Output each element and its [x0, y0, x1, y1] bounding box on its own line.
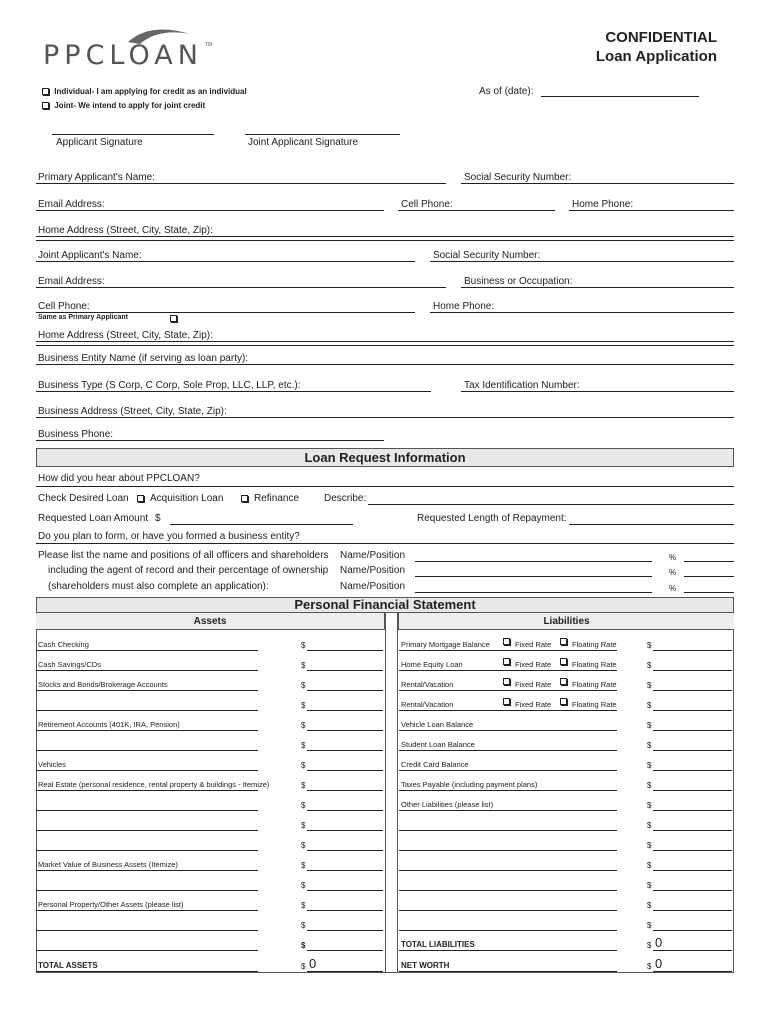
- asset-row-amount-field[interactable]: [307, 890, 383, 891]
- asset-row-dollar: $: [301, 641, 306, 650]
- total-assets-label: TOTAL ASSETS: [38, 961, 98, 970]
- form-entity-label: Do you plan to form, or have you formed a business entity?: [38, 531, 300, 542]
- liability-row-description-field[interactable]: [399, 710, 617, 711]
- floating-rate-label: Floating Rate: [572, 660, 617, 669]
- confidential-heading: CONFIDENTIAL: [605, 29, 717, 46]
- asset-row-dollar: $: [301, 741, 306, 750]
- joint-address-label: Home Address (Street, City, State, Zip):: [38, 330, 213, 341]
- asset-row-description-field[interactable]: [36, 830, 258, 831]
- fixed-rate-checkbox[interactable]: [503, 638, 510, 645]
- describe-label: Describe:: [324, 493, 367, 504]
- liability-row-dollar: $: [647, 761, 652, 770]
- floating-rate-checkbox[interactable]: [560, 678, 567, 685]
- liability-row-description-field[interactable]: [399, 950, 617, 951]
- liability-row-amount-field[interactable]: [653, 950, 732, 951]
- asset-row-amount-field[interactable]: [307, 810, 383, 811]
- asset-row-amount-field[interactable]: [307, 710, 383, 711]
- joint-name-label: Joint Applicant's Name:: [38, 250, 142, 261]
- asset-row-amount-field[interactable]: [307, 790, 383, 791]
- asset-row-dollar: $: [301, 661, 306, 670]
- primary-email-label: Email Address:: [38, 199, 105, 210]
- net-worth-value: 0: [655, 956, 663, 971]
- joint-business-field[interactable]: [461, 287, 734, 288]
- liability-row-label: Credit Card Balance: [401, 760, 469, 769]
- business-phone-label: Business Phone:: [38, 429, 114, 440]
- assets-header: [36, 613, 385, 630]
- asset-row-label: Market Value of Business Assets (Itemize): [38, 860, 178, 869]
- asset-row-dollar: $: [301, 921, 306, 930]
- fixed-rate-label: Fixed Rate: [515, 680, 552, 689]
- liability-row-dollar: $: [647, 901, 652, 910]
- joint-option[interactable]: [42, 101, 205, 110]
- joint-ssn-field[interactable]: [430, 261, 734, 262]
- liability-row-dollar: $: [647, 861, 652, 870]
- liability-row-description-field[interactable]: [399, 790, 617, 791]
- officer-1-percent-field[interactable]: [684, 561, 734, 562]
- pfs-header: [36, 597, 734, 613]
- asset-row-description-field[interactable]: [36, 870, 258, 871]
- acquisition-checkbox[interactable]: [137, 495, 144, 502]
- asset-row-dollar: $: [301, 761, 306, 770]
- liability-row-description-field[interactable]: [399, 730, 617, 731]
- asset-row-dollar: $: [301, 881, 306, 890]
- asset-row-dollar: $: [301, 941, 306, 950]
- asset-row-amount-field[interactable]: [307, 650, 383, 651]
- liability-row-label: Rental/Vacation: [401, 680, 454, 689]
- liability-row-description-field[interactable]: [399, 810, 617, 811]
- liability-row-amount-field[interactable]: [653, 650, 732, 651]
- liability-row-amount-field[interactable]: [653, 750, 732, 751]
- primary-home-phone-field[interactable]: [569, 210, 734, 211]
- floating-rate-label: Floating Rate: [572, 680, 617, 689]
- logo-trademark: TM: [205, 42, 213, 48]
- liability-row-amount-field[interactable]: [653, 730, 732, 731]
- fixed-rate-checkbox[interactable]: [503, 698, 510, 705]
- primary-cell-label: Cell Phone:: [401, 199, 453, 210]
- liability-row-description-field[interactable]: [399, 930, 617, 931]
- officer-2-percent-field[interactable]: [684, 576, 734, 577]
- primary-address-field[interactable]: [36, 236, 734, 237]
- fixed-rate-label: Fixed Rate: [515, 660, 552, 669]
- liability-row-amount-field[interactable]: [653, 910, 732, 911]
- floating-rate-checkbox[interactable]: [560, 698, 567, 705]
- name-position-label: Name/Position: [340, 581, 406, 592]
- logo-text: PPCLOAN: [43, 40, 203, 71]
- liability-row-label: Primary Mortgage Balance: [401, 640, 490, 649]
- tin-field[interactable]: [461, 391, 734, 392]
- asset-row-amount-field[interactable]: [307, 670, 383, 671]
- joint-home-phone-field[interactable]: [430, 312, 734, 313]
- asset-row-label: Personal Property/Other Assets (please list): [38, 900, 184, 909]
- joint-address-field[interactable]: [36, 341, 734, 342]
- liabilities-header: [398, 613, 734, 630]
- liability-row-label: Vehicle Loan Balance: [401, 720, 474, 729]
- asset-row-label: Real Estate (personal residence, rental property & buildings - Itemize): [38, 780, 270, 789]
- liability-row-dollar: $: [647, 641, 652, 650]
- liability-row-amount-field[interactable]: [653, 670, 732, 671]
- liability-row-description-field[interactable]: [399, 770, 617, 771]
- check-desired-label: Check Desired Loan: [38, 493, 129, 504]
- fixed-rate-label: Fixed Rate: [515, 700, 552, 709]
- asset-row-dollar: $: [301, 841, 306, 850]
- asset-row-description-field[interactable]: [36, 950, 258, 951]
- asset-row-dollar: $: [301, 901, 306, 910]
- net-worth-dollar: $: [647, 962, 652, 971]
- asset-row-dollar: $: [301, 681, 306, 690]
- total-assets-underline: [36, 971, 258, 972]
- floating-rate-checkbox[interactable]: [560, 638, 567, 645]
- primary-name-field[interactable]: [36, 183, 446, 184]
- liability-row-description-field[interactable]: [399, 750, 617, 751]
- officers-line-1: Please list the name and positions of all officers and shareholders: [38, 550, 329, 561]
- net-worth-field[interactable]: [653, 971, 732, 972]
- asset-row-description-field[interactable]: [36, 930, 258, 931]
- as-of-label: As of (date):: [479, 86, 534, 97]
- logo: [40, 22, 220, 72]
- liability-row-dollar: $: [647, 721, 652, 730]
- fixed-rate-checkbox[interactable]: [503, 678, 510, 685]
- asset-row-label: Retirement Accounts (401K, IRA, Pension): [38, 720, 180, 729]
- asset-row-description-field[interactable]: [36, 730, 258, 731]
- percent-sign: %: [669, 584, 677, 593]
- liability-row-label: Other Liabilities (please list): [401, 800, 494, 809]
- liability-row-amount-field[interactable]: [653, 710, 732, 711]
- joint-home-phone-label: Home Phone:: [433, 301, 495, 312]
- joint-signature-line[interactable]: [245, 134, 400, 135]
- refinance-checkbox[interactable]: [241, 495, 248, 502]
- liability-row-label: Home Equity Loan: [401, 660, 463, 669]
- same-as-primary-label: Same as Primary Applicant: [38, 314, 129, 321]
- joint-email-field[interactable]: [36, 287, 446, 288]
- business-type-field[interactable]: [36, 391, 431, 392]
- individual-label: Individual- I am applying for credit as an individual: [54, 87, 247, 96]
- business-entity-field[interactable]: [36, 364, 734, 365]
- document-header: [596, 28, 717, 66]
- liability-row-dollar: $: [647, 841, 652, 850]
- asset-row-amount-field[interactable]: [307, 750, 383, 751]
- floating-rate-checkbox[interactable]: [560, 658, 567, 665]
- asset-row-dollar: $: [301, 721, 306, 730]
- loan-request-header: [36, 448, 734, 467]
- officer-1-field[interactable]: [415, 561, 652, 562]
- joint-cell-label: Cell Phone:: [38, 301, 90, 312]
- assets-title: Assets: [193, 616, 227, 627]
- liability-row-amount-field[interactable]: [653, 850, 732, 851]
- name-position-label: Name/Position: [340, 550, 406, 561]
- liability-row-description-field[interactable]: [399, 870, 617, 871]
- primary-name-label: Primary Applicant's Name:: [38, 172, 155, 183]
- liability-row-amount-field[interactable]: [653, 770, 732, 771]
- loan-amount-label: Requested Loan Amount: [38, 513, 149, 524]
- refinance-label: Refinance: [254, 493, 300, 504]
- acquisition-label: Acquisition Loan: [150, 493, 224, 504]
- same-as-primary-checkbox[interactable]: [170, 315, 177, 322]
- how-hear-label: How did you hear about PPCLOAN?: [38, 473, 200, 484]
- tin-label: Tax Identification Number:: [464, 380, 580, 391]
- net-worth-label: NET WORTH: [401, 961, 450, 970]
- joint-label: Joint- We intend to apply for joint credit: [54, 101, 206, 110]
- percent-sign: %: [669, 568, 677, 577]
- total-liabilities-label: TOTAL LIABILITIES: [401, 940, 475, 949]
- asset-row-description-field[interactable]: [36, 690, 258, 691]
- asset-row-dollar: $: [301, 821, 306, 830]
- liability-row-dollar: $: [647, 741, 652, 750]
- liability-row-dollar: $: [647, 661, 652, 670]
- asset-row-dollar: $: [301, 781, 306, 790]
- repayment-length-label: Requested Length of Repayment:: [417, 513, 567, 524]
- asset-row-label: Stocks and Bonds/Brokerage Accounts: [38, 680, 168, 689]
- joint-cell-field[interactable]: [36, 312, 415, 313]
- how-hear-field[interactable]: [36, 486, 734, 487]
- joint-name-field[interactable]: [36, 261, 415, 262]
- asset-row-description-field[interactable]: [36, 910, 258, 911]
- liability-row-dollar: $: [647, 781, 652, 790]
- pfs-column-divider: [385, 613, 398, 973]
- business-phone-field[interactable]: [36, 440, 384, 441]
- liability-row-amount-field[interactable]: [653, 690, 732, 691]
- liability-row-dollar: $: [647, 801, 652, 810]
- asset-row-label: Vehicles: [38, 760, 66, 769]
- asset-row-amount-field[interactable]: [307, 930, 383, 931]
- liability-row-dollar: $: [647, 701, 652, 710]
- asset-row-description-field[interactable]: [36, 650, 258, 651]
- asset-row-label: Cash Checking: [38, 640, 89, 649]
- floating-rate-label: Floating Rate: [572, 640, 617, 649]
- liability-row-amount-field[interactable]: [653, 890, 732, 891]
- liability-row-dollar: $: [647, 681, 652, 690]
- total-assets-dollar: $: [301, 962, 306, 971]
- liability-row-amount-field[interactable]: [653, 830, 732, 831]
- asset-row-description-field[interactable]: [36, 710, 258, 711]
- asset-row-amount-field[interactable]: [307, 850, 383, 851]
- joint-business-label: Business or Occupation:: [464, 276, 573, 287]
- total-assets-value: 0: [309, 956, 317, 971]
- asset-row-description-field[interactable]: [36, 850, 258, 851]
- liability-row-label: Taxes Payable (including payment plans): [401, 780, 538, 789]
- liability-row-dollar: $: [647, 921, 652, 930]
- total-assets-field[interactable]: [307, 971, 383, 972]
- asset-row-description-field[interactable]: [36, 810, 258, 811]
- liability-row-label: Rental/Vacation: [401, 700, 454, 709]
- liability-row-dollar: $: [647, 881, 652, 890]
- applicant-signature-line[interactable]: [52, 134, 214, 135]
- officer-3-field[interactable]: [415, 592, 652, 593]
- liabilities-title: Liabilities: [543, 616, 590, 627]
- section-divider: [36, 240, 734, 241]
- asset-row-amount-field[interactable]: [307, 910, 383, 911]
- joint-email-label: Email Address:: [38, 276, 105, 287]
- loan-amount-dollar: $: [155, 513, 161, 524]
- as-of-date-field[interactable]: [541, 96, 699, 97]
- asset-row-amount-field[interactable]: [307, 770, 383, 771]
- officers-line-3: (shareholders must also complete an application):: [48, 581, 269, 592]
- primary-address-label: Home Address (Street, City, State, Zip):: [38, 225, 213, 236]
- repayment-length-field[interactable]: [569, 524, 734, 525]
- liability-row-description-field[interactable]: [399, 670, 617, 671]
- liability-row-amount-field[interactable]: [653, 870, 732, 871]
- liability-row-dollar: $: [647, 821, 652, 830]
- applicant-signature-label: Applicant Signature: [56, 137, 143, 148]
- liability-row-description-field[interactable]: [399, 910, 617, 911]
- liability-row-amount-field[interactable]: [653, 930, 732, 931]
- asset-row-label: Cash Savings/CDs: [38, 660, 101, 669]
- asset-row-description-field[interactable]: [36, 770, 258, 771]
- liability-row-description-field[interactable]: [399, 830, 617, 831]
- business-type-label: Business Type (S Corp, C Corp, Sole Prop, LLC, LLP, etc.):: [38, 380, 301, 391]
- joint-signature-label: Joint Applicant Signature: [248, 137, 359, 148]
- asset-row-amount-field[interactable]: [307, 950, 383, 951]
- liability-row-dollar: $: [647, 941, 652, 950]
- business-address-label: Business Address (Street, City, State, Zip):: [38, 406, 227, 417]
- individual-option[interactable]: [42, 87, 247, 96]
- liability-row-amount-field[interactable]: [653, 790, 732, 791]
- primary-email-field[interactable]: [36, 210, 384, 211]
- asset-row-amount-field[interactable]: [307, 730, 383, 731]
- asset-row-amount-field[interactable]: [307, 870, 383, 871]
- primary-ssn-label: Social Security Number:: [464, 172, 572, 183]
- section-divider: [36, 345, 734, 346]
- pfs-title: Personal Financial Statement: [294, 597, 476, 612]
- asset-row-amount-field[interactable]: [307, 690, 383, 691]
- asset-row-amount-field[interactable]: [307, 830, 383, 831]
- asset-row-description-field[interactable]: [36, 890, 258, 891]
- liability-row-description-field[interactable]: [399, 850, 617, 851]
- loan-application-heading: Loan Application: [595, 48, 717, 65]
- total-liabilities-value: 0: [655, 935, 663, 950]
- officer-3-percent-field[interactable]: [684, 592, 734, 593]
- business-entity-label: Business Entity Name (if serving as loan party):: [38, 353, 249, 364]
- name-position-label: Name/Position: [340, 565, 406, 576]
- percent-sign: %: [669, 553, 677, 562]
- asset-row-description-field[interactable]: [36, 790, 258, 791]
- loan-amount-field[interactable]: [170, 524, 353, 525]
- officers-line-2: including the agent of record and their percentage of ownership: [48, 565, 329, 576]
- primary-ssn-field[interactable]: [461, 183, 734, 184]
- officer-2-field[interactable]: [415, 576, 652, 577]
- liability-row-description-field[interactable]: [399, 890, 617, 891]
- asset-row-description-field[interactable]: [36, 670, 258, 671]
- business-address-field[interactable]: [36, 417, 734, 418]
- asset-row-description-field[interactable]: [36, 750, 258, 751]
- liability-row-label: Student Loan Balance: [401, 740, 475, 749]
- form-entity-field[interactable]: [36, 543, 734, 544]
- asset-row-dollar: $: [301, 701, 306, 710]
- describe-field[interactable]: [368, 504, 734, 505]
- net-worth-underline: [399, 971, 617, 972]
- joint-ssn-label: Social Security Number:: [433, 250, 541, 261]
- primary-home-phone-label: Home Phone:: [572, 199, 634, 210]
- asset-row-dollar: $: [301, 861, 306, 870]
- liability-row-description-field[interactable]: [399, 690, 617, 691]
- primary-cell-field[interactable]: [398, 210, 555, 211]
- floating-rate-label: Floating Rate: [572, 700, 617, 709]
- fixed-rate-checkbox[interactable]: [503, 658, 510, 665]
- loan-request-title: Loan Request Information: [304, 450, 466, 465]
- individual-checkbox[interactable]: [42, 88, 49, 95]
- liability-row-amount-field[interactable]: [653, 810, 732, 811]
- joint-checkbox[interactable]: [42, 102, 49, 109]
- liability-row-description-field[interactable]: [399, 650, 617, 651]
- asset-row-dollar: $: [301, 801, 306, 810]
- fixed-rate-label: Fixed Rate: [515, 640, 552, 649]
